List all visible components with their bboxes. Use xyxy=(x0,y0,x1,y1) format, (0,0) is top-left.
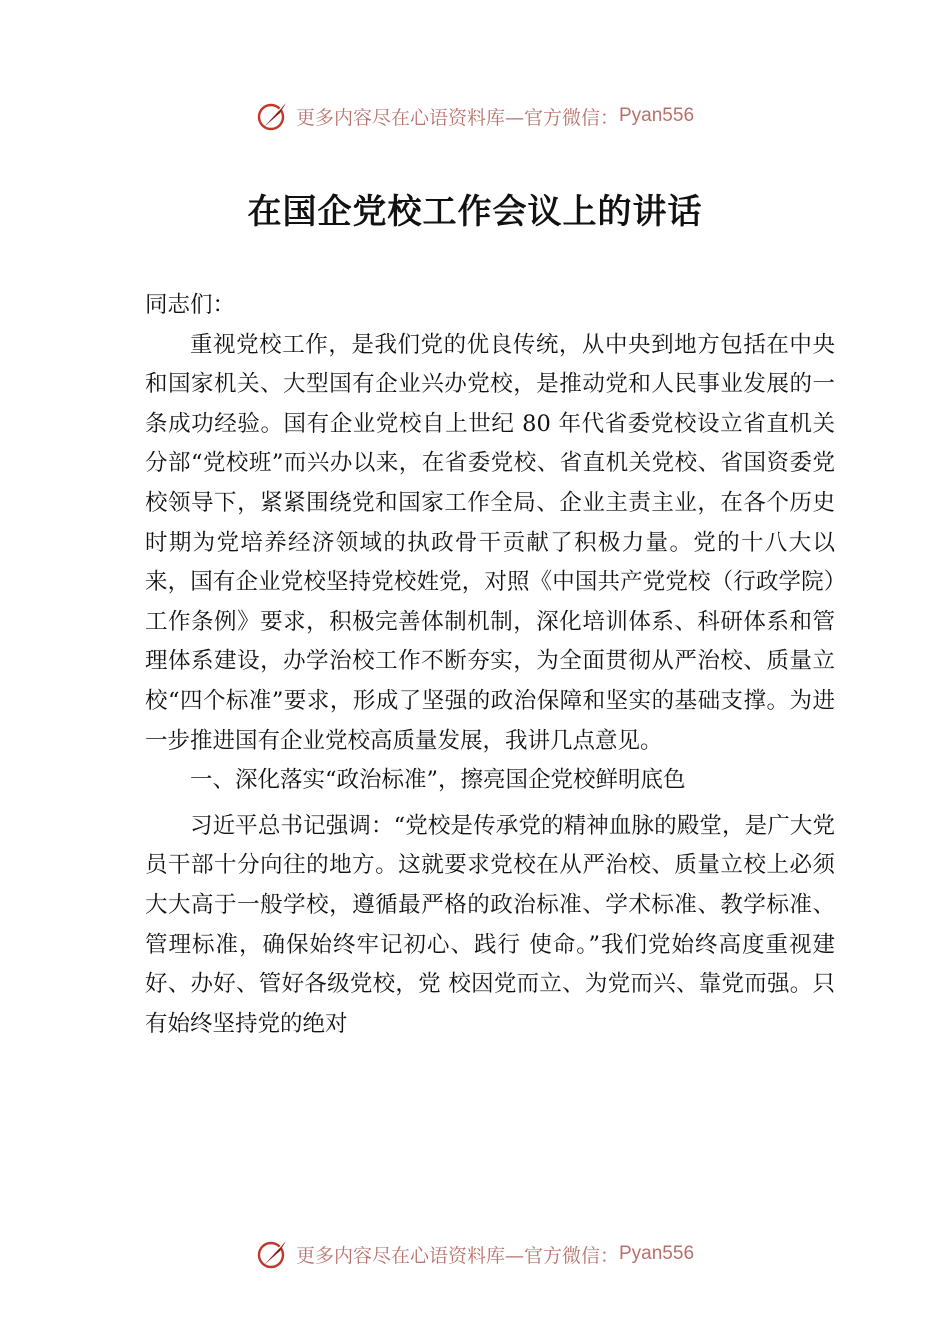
page-title: 在国企党校工作会议上的讲话 xyxy=(247,192,703,232)
header-banner xyxy=(0,96,950,136)
salutation: 同志们： xyxy=(145,292,236,318)
banner-text: 更多内容尽在心语资料库—官方微信： xyxy=(295,106,619,129)
paragraph: 习近平总书记强调：“党校是传承党的精神血脉的殿堂，是广大党员干部十分向往的地方。这就要求党校在从严治校、质量立校上必须大大高于一般学校，遵循最严格的政治标准、学术标准、教学标准、管理标准，确保始终牢记初心、践行 使命。”我们党始终高度重视建好、办好、管好各级党校，党 校因党而立、为党而兴、靠党而强。只有始终坚持党的绝对 xyxy=(145,812,835,1037)
document-body xyxy=(145,286,835,1044)
banner-text: 更多内容尽在心语资料库—官方微信： xyxy=(295,1244,619,1267)
paragraph: 重视党校工作，是我们党的优良传统，从中央到地方包括在中央和国家机关、大型国有企业兴办党校，是推动党和人民事业发展的一条成功经验。国有企业党校自上世纪 80 年代省委党校设立省直机关分部“党校班”而兴办以来，在省委党校、省直机关党校、省国资委党校领导下，紧紧围绕党和国家工作全局、企业主责主业，在各个历史时期为党培养经济领域的执政骨干贡献了积极力量。党的十八大以来，国有企业党校坚持党校姓党，对照《中国共产党党校（行政学院）工作条例》要求，积极完善体制机制，深化培训体系、科研体系和管理体系建设，办学治校工作不断夯实，为全面贯彻从严治校、质量立校“四个标准”要求，形成了坚强的政治保障和坚实的基础支撑。为进一步推进国有企业党校高质量发展，我讲几点意见。 xyxy=(145,331,835,754)
banner-wechat-id: Pyan556 xyxy=(619,105,695,126)
banner-wechat-id: Pyan556 xyxy=(619,1243,695,1264)
footer-banner xyxy=(0,1234,950,1274)
quill-pen-logo-icon xyxy=(256,99,290,133)
section-heading: 一、深化落实“政治标准”，擦亮国企党校鲜明底色 xyxy=(190,767,686,794)
quill-pen-logo-icon xyxy=(256,1237,290,1271)
